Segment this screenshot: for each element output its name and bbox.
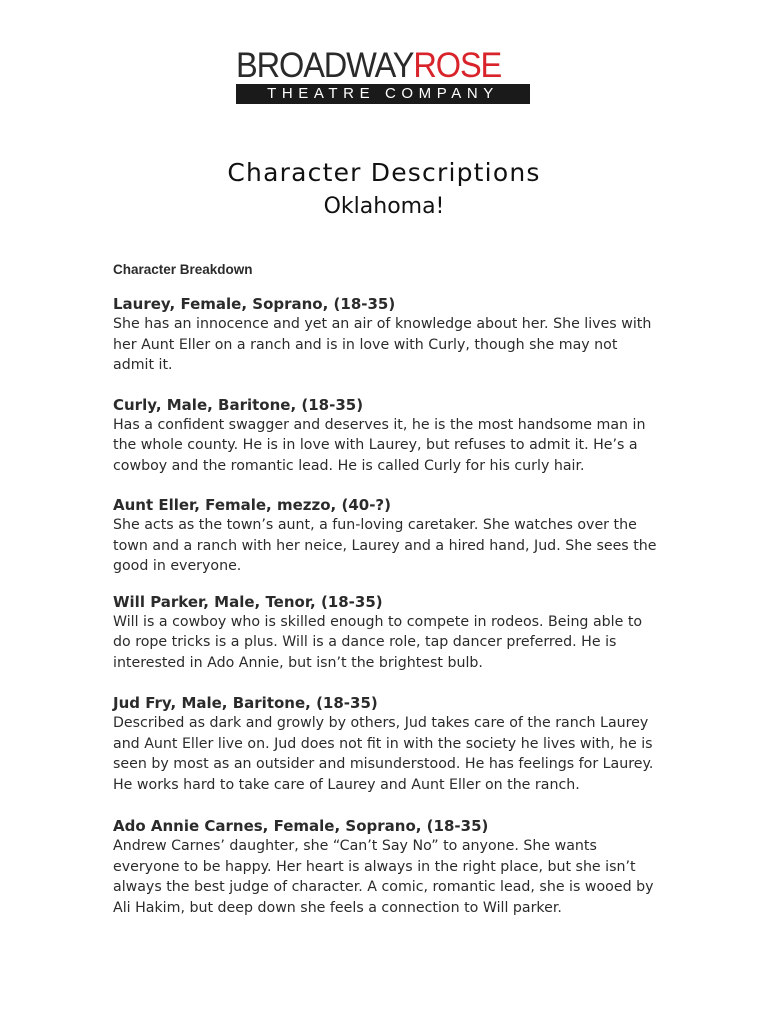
character-description: She has an innocence and yet an air of knowledge about her. She lives with her Aunt Eller on a ranch and is in love with Curly, though she may not admit it.	[113, 316, 652, 373]
character-name: Laurey, Female, Soprano, (18-35)	[113, 295, 396, 313]
document-title: Character Descriptions	[227, 158, 541, 187]
character-entry-aunt-eller	[113, 495, 658, 577]
character-description: Described as dark and growly by others, Jud takes care of the ranch Laurey and Aunt Eller live on. Jud does not fit in with the society he lives with, he is seen by most as an outsider and misunderstood. He has feelings for Laurey. He works hard to take care of Laurey and Aunt Eller on the ranch.	[113, 715, 654, 793]
character-name: Aunt Eller, Female, mezzo, (40-?)	[113, 496, 391, 514]
character-name: Jud Fry, Male, Baritone, (18-35)	[113, 694, 378, 712]
character-list	[113, 294, 658, 918]
character-entry-curly	[113, 395, 658, 477]
character-entry-will-parker	[113, 592, 658, 674]
character-description: Andrew Carnes’ daughter, she “Can’t Say No” to anyone. She wants everyone to be happy. Her heart is always in the right place, but she isn’t always the best judge of character. A comic, romantic lead, she is wooed by Ali Hakim, but deep down she feels a connection to Will parker.	[113, 838, 654, 916]
theatre-company-logo	[236, 48, 532, 104]
character-name: Curly, Male, Baritone, (18-35)	[113, 395, 364, 414]
logo-subtitle-bar: THEATRE COMPANY	[236, 84, 530, 104]
section-heading: Character Breakdown	[113, 262, 253, 277]
character-entry-jud-fry	[113, 693, 658, 795]
character-description: She acts as the town’s aunt, a fun-loving caretaker. She watches over the town and a ranch with her neice, Laurey and a hired hand, Jud. She sees the good in everyone.	[113, 517, 657, 574]
character-name: Ado Annie Carnes, Female, Soprano, (18-35)	[113, 817, 489, 835]
character-description: Will is a cowboy who is skilled enough to compete in rodeos. Being able to do rope tricks is a plus. Will is a dance role, tap dancer preferred. He is interested in Ado Annie, but isn’t the brightest bulb.	[113, 613, 643, 671]
document-subtitle: Oklahoma!	[323, 194, 445, 219]
character-description: Has a confident swagger and deserves it, he is the most handsome man in the whole county. He is in love with Laurey, but refuses to admit it. He’s a cowboy and the romantic lead. He is called Curly for his curly hair.	[113, 416, 646, 474]
character-entry-ado-annie	[113, 816, 658, 918]
logo-rose-text: ROSE	[413, 46, 502, 85]
logo-broadway-text: BROADWAY	[236, 46, 414, 85]
character-name: Will Parker, Male, Tenor, (18-35)	[113, 592, 383, 611]
character-entry-laurey	[113, 294, 658, 376]
logo-wordmark	[236, 46, 511, 85]
